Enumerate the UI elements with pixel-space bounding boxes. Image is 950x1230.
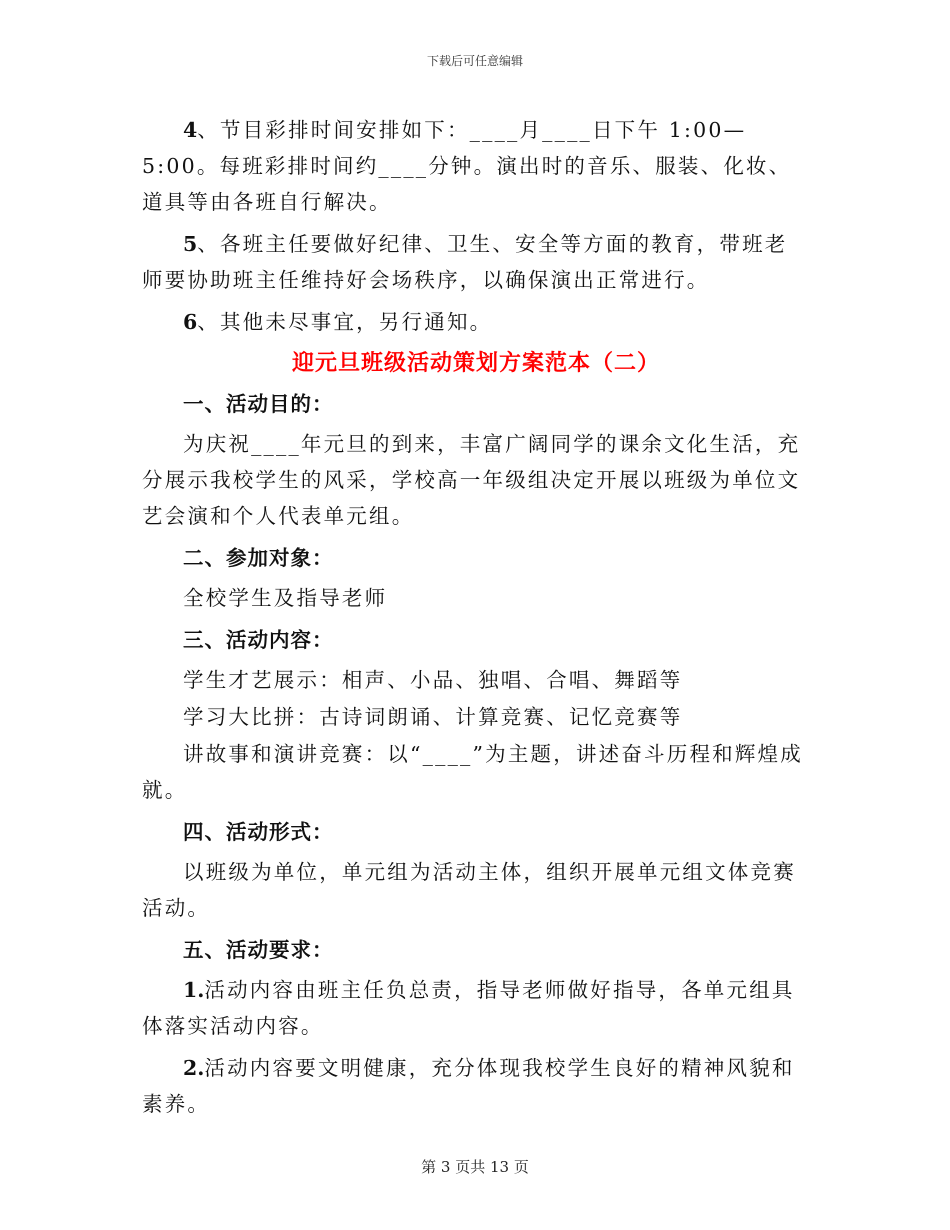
- item-6: 6、其他未尽事宜，另行通知。: [183, 310, 493, 334]
- page-header: 下载后可任意编辑: [426, 54, 523, 68]
- heading-purpose: 一、活动目的：: [183, 392, 334, 416]
- text-purpose: 为庆祝____年元旦的到来，丰富广阔同学的课余文化生活，充分展示我校学生的风采，学校高一年级组决定开展以班级为单位文艺会演和个人代表单元组。: [142, 432, 801, 528]
- requirement-2: 2.活动内容要文明健康，充分体现我校学生良好的精神风貌和素养。: [142, 1056, 795, 1116]
- item-5: 5、各班主任要做好纪律、卫生、安全等方面的教育，带班老师要协助班主任维持好会场秩序，以确保演出正常进行。: [142, 232, 788, 292]
- content-line: 学生才艺展示：相声、小品、独唱、合唱、舞蹈等: [183, 668, 683, 692]
- heading-content: 三、活动内容：: [183, 628, 334, 652]
- heading-participants: 二、参加对象：: [183, 546, 334, 570]
- section-title: 迎元旦班级活动策划方案范本（二）: [291, 350, 660, 376]
- content-line: 讲故事和演讲竞赛：以“____”为主题，讲述奋斗历程和辉煌成就。: [142, 742, 803, 802]
- document-body: [142, 112, 810, 1128]
- page-footer: 第 3 页共 13 页: [421, 1158, 529, 1176]
- heading-format: 四、活动形式：: [183, 820, 334, 844]
- item-4: 4、节目彩排时间安排如下：____月____日下午 1:00—5:00。每班彩排时间约____分钟。演出时的音乐、服装、化妆、道具等由各班自行解决。: [142, 118, 792, 214]
- heading-requirements: 五、活动要求：: [183, 938, 334, 962]
- text-participants: 全校学生及指导老师: [183, 586, 388, 610]
- requirement-1: 1.活动内容由班主任负总责，指导老师做好指导，各单元组具体落实活动内容。: [142, 978, 795, 1038]
- text-format: 以班级为单位，单元组为活动主体，组织开展单元组文体竞赛活动。: [142, 860, 796, 920]
- content-line: 学习大比拼：古诗词朗诵、计算竞赛、记忆竞赛等: [183, 705, 683, 729]
